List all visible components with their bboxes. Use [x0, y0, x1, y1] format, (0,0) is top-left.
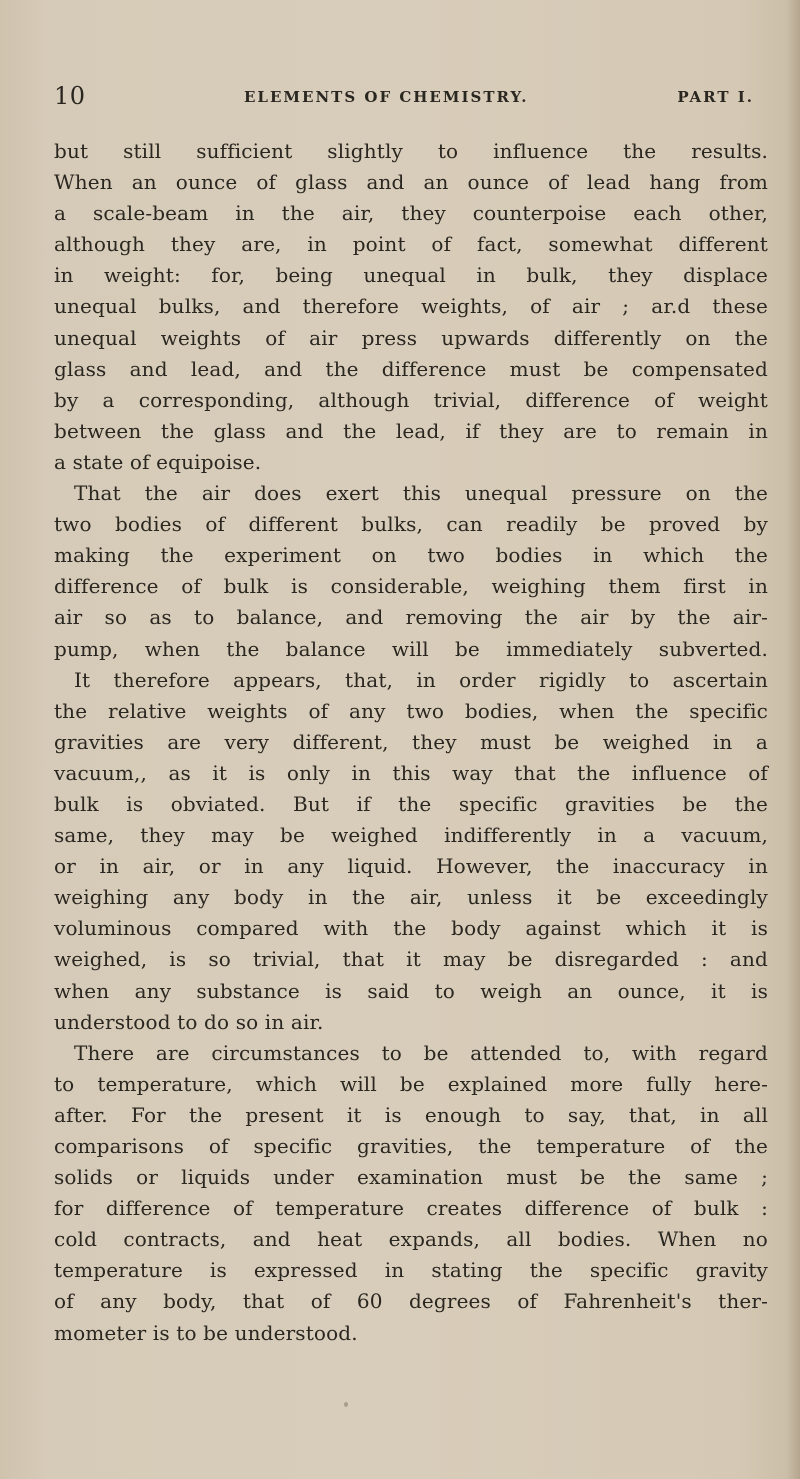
- text-line: That the air does exert this unequal pressure on the: [74, 481, 768, 506]
- text-line: same, they may be weighed indifferently in a vacuum,: [54, 823, 768, 848]
- text-line: by a corresponding, although trivial, difference of weight: [54, 387, 768, 412]
- text-line: vacuum,, as it is only in this way that the influence of: [54, 760, 768, 785]
- text-line: There are circumstances to be attended to, with regard: [74, 1040, 768, 1065]
- text-line: gravities are very different, they must be weighed in a: [54, 729, 768, 754]
- part-label: PART I.: [677, 88, 754, 106]
- text-line: pump, when the balance will be immediately subverted.: [54, 636, 768, 661]
- text-line: mometer is to be understood.: [54, 1320, 358, 1345]
- running-title: ELEMENTS OF CHEMISTRY.: [244, 88, 529, 106]
- text-line: after. For the present it is enough to say, that, in all: [54, 1102, 768, 1127]
- text-line: for difference of temperature creates difference of bulk :: [54, 1196, 768, 1221]
- page-header: [54, 82, 754, 112]
- text-line: making the experiment on two bodies in which the: [54, 543, 768, 568]
- text-line: to temperature, which will be explained more fully here-: [54, 1071, 768, 1096]
- text-line: a scale-beam in the air, they counterpoise each other,: [54, 201, 768, 226]
- text-line: unequal bulks, and therefore weights, of air ; ar.d these: [54, 294, 768, 319]
- text-line: temperature is expressed in stating the specific gravity: [54, 1258, 768, 1283]
- text-line: air so as to balance, and removing the air by the air-: [54, 605, 768, 630]
- text-line: but still sufficient slightly to influence the results.: [54, 139, 768, 163]
- text-line: weighed, is so trivial, that it may be disregarded : and: [54, 947, 768, 972]
- text-line: although they are, in point of fact, somewhat different: [54, 232, 768, 257]
- text-line: of any body, that of 60 degrees of Fahrenheit's ther-: [54, 1289, 768, 1314]
- text-line: comparisons of specific gravities, the temperature of the: [54, 1134, 768, 1158]
- page-number: 10: [54, 82, 86, 110]
- text-line: voluminous compared with the body against which it is: [54, 916, 768, 941]
- text-line: glass and lead, and the difference must be compensated: [54, 356, 768, 381]
- text-line: between the glass and the lead, if they are to remain in: [54, 418, 768, 443]
- text-line: difference of bulk is considerable, weighing them first in: [54, 574, 768, 599]
- text-line: unequal weights of air press upwards differently on the: [54, 325, 768, 350]
- text-line: solids or liquids under examination must be the same ;: [54, 1165, 768, 1190]
- text-line: when any substance is said to weigh an ounce, it is: [54, 978, 768, 1003]
- text-line: It therefore appears, that, in order rigidly to ascertain: [74, 667, 768, 692]
- text-line: in weight: for, being unequal in bulk, they displace: [54, 263, 768, 288]
- text-line: a state of equipoise.: [54, 449, 262, 474]
- text-line: weighing any body in the air, unless it be exceedingly: [54, 885, 768, 910]
- text-line: two bodies of different bulks, can readily be proved by: [54, 512, 768, 537]
- text-line: When an ounce of glass and an ounce of lead hang from: [54, 170, 768, 195]
- page-edge-shadow: [786, 0, 800, 1479]
- text-line: cold contracts, and heat expands, all bodies. When no: [54, 1227, 768, 1252]
- ink-speck: [344, 1402, 348, 1407]
- text-line: bulk is obviated. But if the specific gravities be the: [54, 791, 768, 816]
- body-text: [54, 136, 768, 1349]
- text-line: understood to do so in air.: [54, 1009, 324, 1034]
- text-line: the relative weights of any two bodies, when the specific: [54, 698, 768, 723]
- text-line: or in air, or in any liquid. However, the inaccuracy in: [54, 854, 768, 879]
